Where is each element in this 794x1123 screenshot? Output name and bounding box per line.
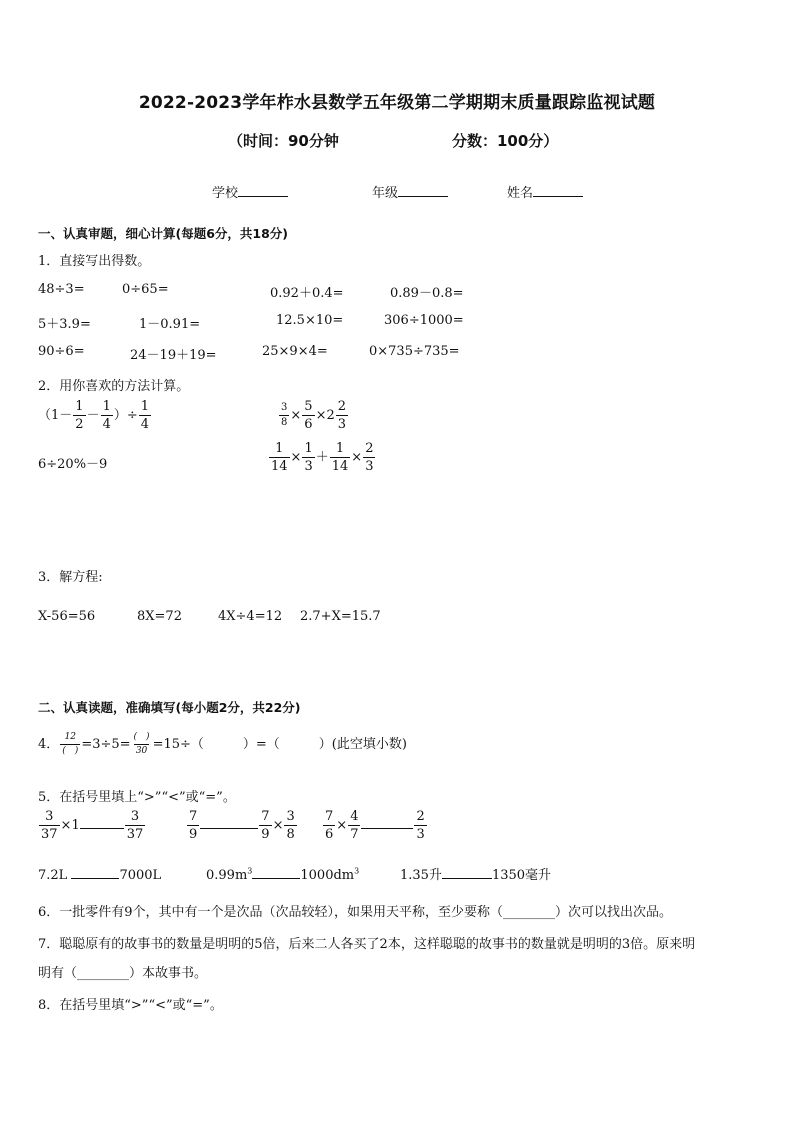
school-label: 学校 bbox=[212, 186, 239, 201]
fraction: $\frac{1}{14}$ bbox=[271, 441, 288, 474]
fraction: $\frac{1}{14}$ bbox=[331, 441, 349, 474]
question-text: =3÷5= bbox=[81, 737, 131, 752]
fraction: $\frac{( )}{30}$ bbox=[133, 732, 150, 756]
question-number: 4． bbox=[38, 737, 60, 752]
fraction: $\frac{3}{8}$ bbox=[281, 402, 288, 428]
calc-item: 90÷6= bbox=[38, 344, 85, 359]
fraction: $\frac{1}{4}$ bbox=[102, 399, 111, 432]
compare-item: 7.2L 7000L bbox=[38, 864, 161, 883]
fraction: $\frac{7}{9}$ bbox=[261, 809, 270, 842]
name-field bbox=[507, 182, 583, 201]
exam-score: 分数：100分） bbox=[452, 132, 559, 150]
question-8: 8．在括号里填“>”“<”或“=”。 bbox=[38, 998, 223, 1013]
calc-item: 0×735÷735= bbox=[369, 344, 460, 359]
section-2-heading: 二、认真读题，准确填写(每小题2分，共22分) bbox=[38, 700, 301, 715]
equation-item: 4X÷4=12 bbox=[218, 609, 283, 624]
equation-item: 2.7+X=15.7 bbox=[300, 609, 381, 624]
calc-item: 12.5×10= bbox=[276, 313, 344, 328]
name-label: 姓名 bbox=[507, 186, 534, 201]
question-7-line-2: 明有（________）本故事书。 bbox=[38, 966, 208, 981]
compare-item: 1.35升 1350毫升 bbox=[400, 864, 551, 883]
page-title: 2022-2023学年柞水县数学五年级第二学期期末质量跟踪监视试题 bbox=[138, 93, 656, 113]
fraction: $\frac{2}{3}$ bbox=[337, 399, 347, 432]
fraction: $\frac{7}{6}$ bbox=[325, 809, 334, 842]
fraction: $\frac{1}{2}$ bbox=[75, 399, 84, 432]
compare-item: $\frac{7}{6}$ × $\frac{4}{7}$ $\frac{2}{3}$ bbox=[325, 809, 425, 842]
question-6: 6．一批零件有9个，其中有一个是次品（次品较轻），如果用天平称，至少要称（________）次可以找出次品。 bbox=[38, 905, 673, 920]
calc-item: 1－0.91= bbox=[139, 317, 201, 332]
answer-blank[interactable] bbox=[71, 864, 119, 879]
fraction: $\frac{1}{3}$ bbox=[304, 441, 313, 474]
calc-expression-2: $\frac{3}{8}$ × $\frac{5}{6}$ ×2 $\frac{2}{3}$ bbox=[281, 399, 347, 432]
exam-time: （时间：90分钟 bbox=[228, 132, 339, 150]
section-1-heading: 一、认真审题，细心计算(每题6分，共18分) bbox=[38, 226, 289, 241]
question-1: 1．直接写出得数。 bbox=[38, 254, 151, 269]
equation-item: 8X=72 bbox=[137, 609, 182, 624]
calc-expression-4: $\frac{1}{14}$ × $\frac{1}{3}$ ＋ $\frac{1}{14}$ × $\frac{2}{3}$ bbox=[271, 441, 374, 474]
question-3: 3．解方程: bbox=[38, 570, 103, 585]
question-2: 2．用你喜欢的方法计算。 bbox=[38, 379, 190, 394]
compare-item: $\frac{7}{9}$ $\frac{7}{9}$ × $\frac{3}{8}$ bbox=[189, 809, 295, 842]
calc-item: 306÷1000= bbox=[384, 313, 464, 328]
calc-expression-3: 6÷20%－9 bbox=[38, 457, 108, 472]
school-field bbox=[212, 182, 288, 201]
fraction: $\frac{3}{8}$ bbox=[286, 809, 295, 842]
calc-item: 24－19＋19= bbox=[130, 348, 217, 363]
question-7-line-1: 7．聪聪原有的故事书的数量是明明的5倍，后来二人各买了2本，这样聪聪的故事书的数量就是明明的3倍。原来明 bbox=[38, 937, 696, 952]
equation-item: X-56=56 bbox=[38, 609, 96, 624]
calc-item: 25×9×4= bbox=[262, 344, 328, 359]
answer-blank[interactable] bbox=[442, 864, 492, 879]
grade-label: 年级 bbox=[372, 186, 399, 201]
fraction: $\frac{3}{37}$ bbox=[126, 809, 144, 842]
fraction: $\frac{12}{( )}$ bbox=[62, 732, 79, 756]
name-blank[interactable] bbox=[533, 183, 583, 197]
grade-field bbox=[372, 182, 448, 201]
compare-item: $\frac{3}{37}$ ×1 $\frac{3}{37}$ bbox=[41, 809, 144, 842]
fraction: $\frac{7}{9}$ bbox=[189, 809, 198, 842]
question-5: 5．在括号里填上“>”“<”或“=”。 bbox=[38, 790, 236, 805]
fraction: $\frac{4}{7}$ bbox=[350, 809, 359, 842]
fraction: $\frac{2}{3}$ bbox=[365, 441, 374, 474]
fraction: $\frac{5}{6}$ bbox=[304, 399, 313, 432]
calc-item: 48÷3= bbox=[38, 282, 85, 297]
answer-blank[interactable] bbox=[361, 814, 413, 829]
answer-blank[interactable] bbox=[200, 814, 258, 829]
compare-item: $0.99m^3$ $1000dm^3$ bbox=[206, 864, 359, 883]
grade-blank[interactable] bbox=[398, 183, 448, 197]
calc-item: 0.92＋0.4= bbox=[270, 286, 344, 301]
answer-blank[interactable] bbox=[80, 814, 124, 829]
calc-item: 0÷65= bbox=[122, 282, 169, 297]
calc-item: 5＋3.9= bbox=[38, 317, 91, 332]
question-4 bbox=[38, 733, 407, 756]
calc-expression-1: （1－ $\frac{1}{2}$ － $\frac{1}{4}$ ）÷ $\frac{1}{4}$ bbox=[38, 399, 150, 432]
fraction: $\frac{3}{37}$ bbox=[41, 809, 58, 842]
calc-item: 0.89－0.8= bbox=[390, 286, 464, 301]
fraction: $\frac{2}{3}$ bbox=[416, 809, 425, 842]
school-blank[interactable] bbox=[238, 183, 288, 197]
question-text: =15÷（ ）=（ ）(此空填小数) bbox=[152, 737, 407, 752]
answer-blank[interactable] bbox=[252, 864, 300, 879]
fraction: $\frac{1}{4}$ bbox=[140, 399, 150, 432]
